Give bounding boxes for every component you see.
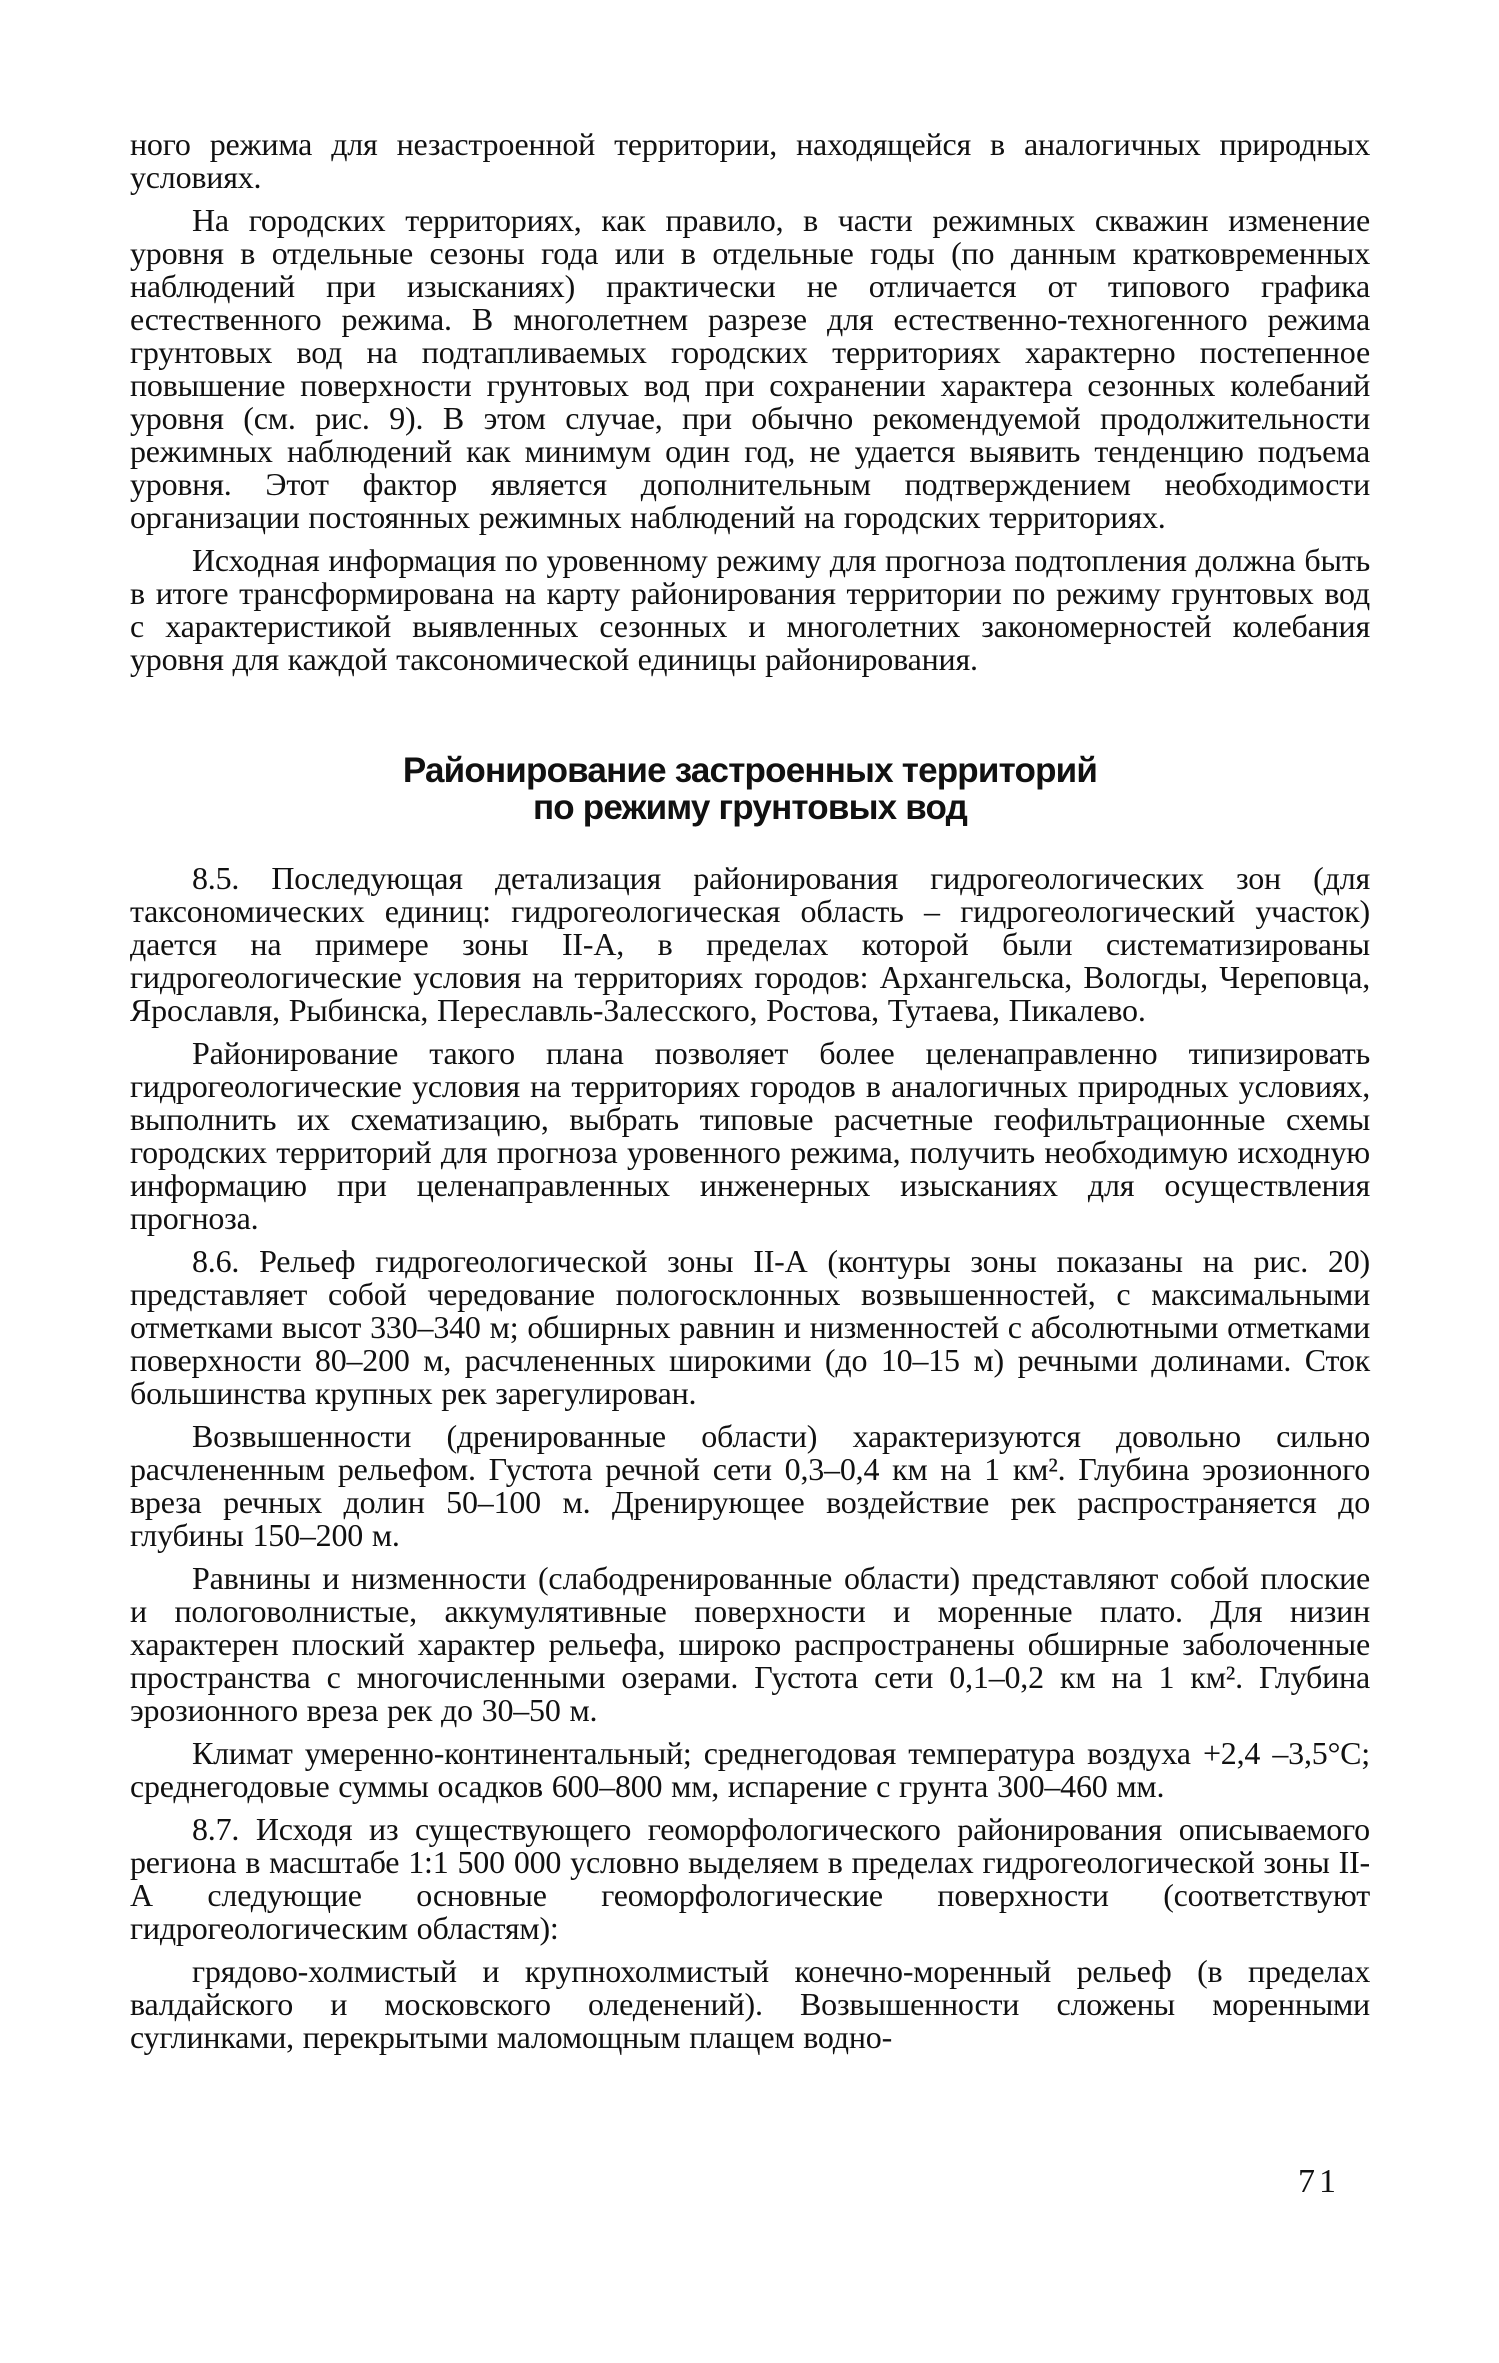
paragraph-moraine-relief: грядово-холмистый и крупнохолмистый конечно-моренный рельеф (в пределах валдайского и московского оледенений). Возвышенности сложены моренными суглинками, перекрытыми маломощным плащем водно- [130,1953,1370,2055]
page-number: 71 [1298,2163,1340,2200]
paragraph-initial-info: Исходная информация по уровенному режиму для прогноза подтопления должна быть в итоге трансформирована на карту районирования территории по режиму грунтовых вод с характеристикой выявленных сезонных и многолетних закономерностей колебания уровня для каждой таксономической единицы районирования. [130,542,1370,677]
paragraph-zoning-plan: Районирование такого плана позволяет более целенаправленно типизировать гидрогеологические условия на территориях городов в аналогичных природных условиях, выполнить их схематизацию, выбрать типовые расчетные геофильтрационные схемы городских территорий для прогноза уровенного режима, получить необходимую исходную информацию при целенаправленных инженерных изысканиях для осуществления прогноза. [130,1035,1370,1236]
paragraph-climate: Климат умеренно-континентальный; среднегодовая температура воздуха +2,4 –3,5°С; среднегодовые суммы осадков 600–800 мм, испарение с грунта 300–460 мм. [130,1735,1370,1804]
paragraph-uplands [130,1420,1370,1552]
page-body [130,128,1370,2064]
paragraph-8-6: 8.6. Рельеф гидрогеологической зоны II-А (контуры зоны показаны на рис. 20) представляет собой чередование пологосклонных возвышенностей, с максимальными отметками высот 330–340 м; обширных равнин и низменностей с абсолютными отметками поверхности 80–200 м, расчлененных широкими (до 10–15 м) речными долинами. Сток большинства крупных рек зарегулирован. [130,1243,1370,1411]
paragraph-urban-regime: На городских территориях, как правило, в части режимных скважин изменение уровня в отдельные сезоны года или в отдельные годы (по данным кратковременных наблюдений при изысканиях) практически не отличается от типового графика естественного режима. В многолетнем разрезе для естественно-техногенного режима грунтовых вод на подтапливаемых городских территориях характерно постепенное повышение поверхности грунтовых вод при сохранении характера сезонных колебаний уровня (см. рис. 9). В этом случае, при обычно рекомендуемой продолжительности режимных наблюдений как минимум один год, не удается выявить тенденцию подъема уровня. Этот фактор является дополнительным подтверждением необходимости организации постоянных режимных наблюдений на городских территориях. [130,202,1370,535]
paragraph-continuation: ного режима для незастроенной территории, находящейся в аналогичных природных условиях. [130,126,1370,195]
paragraph-plains: Равнины и низменности (слабодренированные области) представляют собой плоские и пологоволнистые, аккумулятивные поверхности и моренные плато. Для низин характерен плоский характер рельефа, широко распространены обширные заболоченные пространства с многочисленными озерами. Густота сети 0,1–0,2 км на 1 км². Глубина эрозионного вреза рек до 30–50 м. [130,1560,1370,1728]
section-heading [130,752,1370,826]
paragraph-uplands-text: Возвышенности (дренированные области) характеризуются довольно сильно расчлененным рельефом. Густота речной сети 0,3–0,4 км на 1 км². Глубина эрозионного вреза речных долин 50–100 м. Дренирующее воздействие рек распространяется до глубины 150–200 м. [130,1418,1370,1553]
paragraph-8-7: 8.7. Исходя из существующего геоморфологического районирования описываемого региона в масштабе 1:1 500 000 условно выделяем в пределах гидрогеологической зоны II-А следующие основные геоморфологические поверхности (соответствуют гидрогеологическим областям): [130,1811,1370,1946]
section-heading-line2: по режиму грунтовых вод [532,788,968,827]
section-heading-line1: Районирование застроенных территорий [402,751,1098,790]
paragraph-8-5: 8.5. Последующая детализация районирования гидрогеологических зон (для таксономических единиц: гидрогеологическая область – гидрогеологический участок) дается на примере зоны II-А, в пределах которой были систематизированы гидрогеологические условия на территориях городов: Архангельска, Вологды, Череповца, Ярославля, Рыбинска, Переславль-Залесского, Ростова, Тутаева, Пикалево. [130,860,1370,1028]
